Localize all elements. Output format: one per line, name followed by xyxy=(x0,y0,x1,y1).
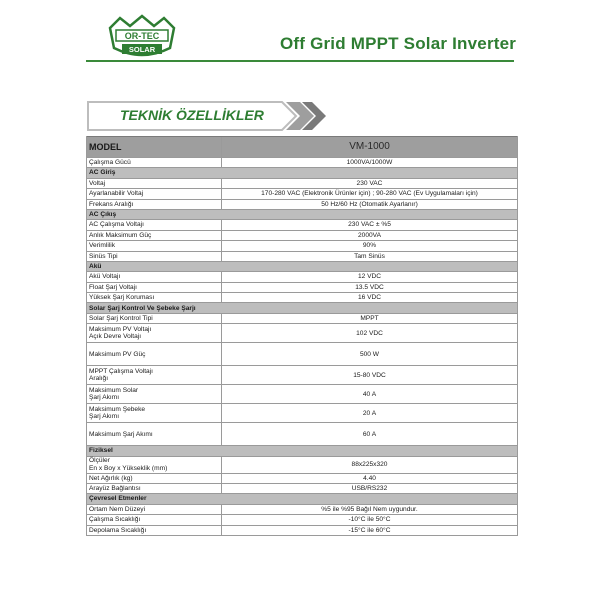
spec-value: 12 VDC xyxy=(357,273,382,281)
spec-section-header xyxy=(87,446,517,456)
spec-row xyxy=(87,404,517,423)
spec-label: AC Çalışma Voltajı xyxy=(87,220,222,229)
spec-label: Ayarlanabilir Voltaj xyxy=(87,189,222,198)
spec-value: USB/RS232 xyxy=(351,485,388,493)
spec-row xyxy=(87,200,517,210)
spec-value: 20 A xyxy=(362,409,377,417)
section-title: Fiziksel xyxy=(89,447,113,455)
spec-value: 170-280 VAC (Elektronik Ürünler için) ; 90-280 VAC (Ev Uygulamaları için) xyxy=(261,190,478,198)
model-label: MODEL xyxy=(87,137,222,157)
spec-value: 230 VAC xyxy=(356,179,383,187)
spec-row xyxy=(87,252,517,262)
spec-label: Maksimum Şebeke Şarj Akımı xyxy=(87,404,222,422)
spec-label: Float Şarj Voltajı xyxy=(87,283,222,292)
spec-section-header xyxy=(87,262,517,272)
spec-row xyxy=(87,366,517,385)
section-fill xyxy=(222,168,517,177)
spec-row xyxy=(87,293,517,303)
spec-label: Maksimum Solar Şarj Akımı xyxy=(87,385,222,403)
spec-value: -10°C ile 50°C xyxy=(348,516,391,524)
spec-value: %5 ile %95 Bağıl Nem uygundur. xyxy=(321,505,418,513)
spec-row xyxy=(87,457,517,474)
spec-label: Maksimum Şarj Akımı xyxy=(87,423,222,445)
spec-label: Ölçüler En x Boy x Yükseklik (mm) xyxy=(87,457,222,473)
spec-row xyxy=(87,241,517,251)
spec-value: 88x225x320 xyxy=(351,460,388,468)
spec-row xyxy=(87,272,517,282)
spec-label: Yüksek Şarj Koruması xyxy=(87,293,222,302)
spec-value: 13.5 VDC xyxy=(355,283,384,291)
model-row xyxy=(87,136,517,158)
spec-value: 2000VA xyxy=(358,231,381,239)
spec-table xyxy=(86,136,518,536)
logo-text-top: OR-TEC xyxy=(124,31,160,41)
ortec-solar-logo xyxy=(104,14,180,64)
spec-section-header xyxy=(87,494,517,504)
spec-value: Tam Sinüs xyxy=(354,252,385,260)
spec-section-header xyxy=(87,210,517,220)
spec-label: Maksimum PV Güç xyxy=(87,343,222,365)
section-title: Akü xyxy=(89,262,102,270)
spec-label: Çalışma Sıcaklığı xyxy=(87,515,222,524)
spec-label: Sinüs Tipi xyxy=(87,252,222,261)
spec-row xyxy=(87,314,517,324)
spec-label: Maksimum PV Voltajı Açık Devre Voltajı xyxy=(87,324,222,342)
spec-row xyxy=(87,179,517,189)
spec-label: MPPT Çalışma Voltajı Aralığı xyxy=(87,366,222,384)
spec-value: 16 VDC xyxy=(357,294,382,302)
section-title: AC Çıkış xyxy=(89,211,117,218)
spec-value: -15°C ile 60°C xyxy=(348,526,391,534)
header-divider xyxy=(86,60,514,62)
section-title: Çevresel Etmenler xyxy=(89,495,147,503)
section-fill xyxy=(222,446,517,455)
page-title: Off Grid MPPT Solar Inverter xyxy=(280,34,517,53)
spec-row xyxy=(87,526,517,536)
spec-label: Anlık Maksimum Güç xyxy=(87,231,222,240)
spec-label: Arayüz Bağlantısı xyxy=(87,484,222,493)
spec-label: Depolama Sıcaklığı xyxy=(87,526,222,535)
spec-section-header xyxy=(87,303,517,313)
spec-value: 60 A xyxy=(362,430,377,438)
model-value: VM-1000 xyxy=(349,141,390,152)
spec-value: 500 W xyxy=(359,350,380,358)
spec-label: Frekans Aralığı xyxy=(87,200,222,209)
section-fill xyxy=(222,210,517,219)
spec-row xyxy=(87,189,517,199)
spec-section-header xyxy=(87,168,517,178)
spec-value: 90% xyxy=(362,242,377,250)
spec-row xyxy=(87,423,517,446)
spec-row xyxy=(87,231,517,241)
section-fill xyxy=(222,494,517,503)
spec-label: Akü Voltajı xyxy=(87,272,222,281)
spec-value: 50 Hz/60 Hz (Otomatik Ayarlanır) xyxy=(321,200,418,208)
logo-text-bottom: SOLAR xyxy=(128,45,156,54)
section-fill xyxy=(222,303,517,312)
spec-row xyxy=(87,158,517,168)
spec-row xyxy=(87,283,517,293)
section-title: Solar Şarj Kontrol Ve Şebeke Şarjı xyxy=(89,304,196,312)
spec-row xyxy=(87,220,517,230)
spec-value: MPPT xyxy=(360,314,379,322)
section-fill xyxy=(222,262,517,271)
spec-row xyxy=(87,484,517,494)
spec-row xyxy=(87,474,517,484)
spec-label: Ortam Nem Düzeyi xyxy=(87,505,222,514)
spec-value: 4.40 xyxy=(363,474,376,482)
spec-row xyxy=(87,324,517,343)
spec-value: 15-80 VDC xyxy=(353,371,386,379)
banner-title: TEKNİK ÖZELLİKLER xyxy=(120,107,264,123)
spec-label: Net Ağırlık (kg) xyxy=(87,474,222,483)
spec-label: Çalışma Gücü xyxy=(87,158,222,167)
spec-label: Verimlilik xyxy=(87,241,222,250)
spec-row xyxy=(87,385,517,404)
spec-row xyxy=(87,343,517,366)
spec-row xyxy=(87,505,517,515)
spec-value: 1000VA/1000W xyxy=(346,159,393,167)
spec-value: 102 VDC xyxy=(356,329,383,337)
spec-label: Voltaj xyxy=(87,179,222,188)
spec-label: Solar Şarj Kontrol Tipi xyxy=(87,314,222,323)
spec-value: 40 A xyxy=(362,390,377,398)
spec-value: 230 VAC ± %5 xyxy=(348,221,391,229)
section-title: AC Giriş xyxy=(89,169,116,177)
spec-row xyxy=(87,515,517,525)
